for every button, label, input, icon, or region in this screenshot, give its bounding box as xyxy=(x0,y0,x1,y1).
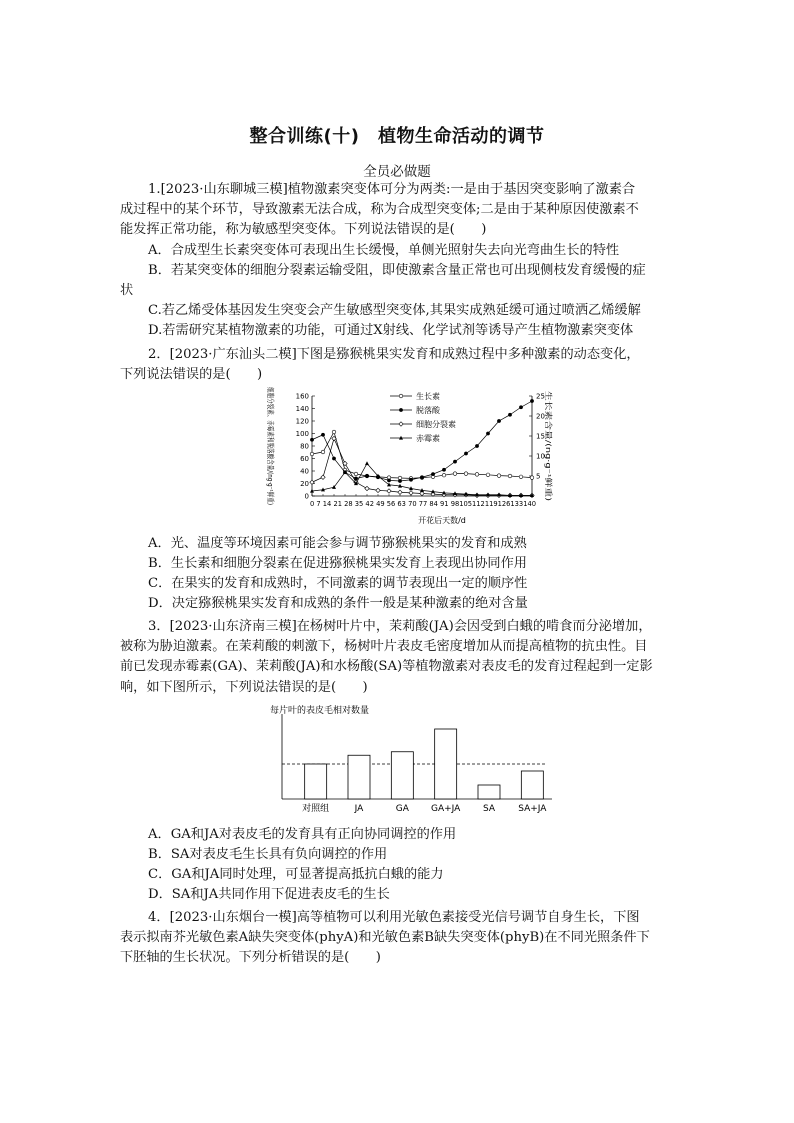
q1-option-a: A．合成型生长素突变体可表现出生长缓慢，单侧光照射失去向光弯曲生长的特性 xyxy=(148,243,620,258)
data-point xyxy=(409,478,413,482)
data-point xyxy=(399,408,403,412)
data-point xyxy=(464,452,468,456)
category-label: GA xyxy=(395,804,409,814)
q1-stem-line: 成过程中的某个环节，导致激素无法合成，称为合成型突变体;二是由于某种原因使激素不 xyxy=(120,202,639,218)
q1-option-b-cont: 状 xyxy=(120,283,134,298)
right-tick-label: 25 xyxy=(536,392,545,401)
right-axis-label: 生长素含量/(ng·g⁻¹鲜重) xyxy=(544,391,553,472)
legend-label: 生长素 xyxy=(416,392,440,401)
data-point xyxy=(387,489,391,493)
right-tick-label: 5 xyxy=(536,472,541,481)
q2-option-b: B．生长素和细胞分裂素在促进猕猴桃果实发育上表现出协同作用 xyxy=(148,556,527,571)
question-1-stem xyxy=(120,180,680,241)
legend-label: 赤霉素 xyxy=(416,434,440,443)
right-tick-label: 15 xyxy=(536,432,545,441)
question-1-options xyxy=(120,241,688,341)
left-tick-label: 0 xyxy=(304,492,309,501)
right-tick-label: 10 xyxy=(536,452,545,461)
data-point xyxy=(519,405,523,409)
question-3-options xyxy=(148,825,688,905)
left-tick-label: 60 xyxy=(300,455,309,463)
q2-option-c: C．在果实的发育和成熟时，不同激素的调节表现出一定的顺序性 xyxy=(148,576,528,591)
q4-stem-line: 4．[2023·山东烟台一模]高等植物可以利用光敏色素接受光信号调节自身生长，下图 xyxy=(148,910,640,925)
bar xyxy=(305,764,327,799)
chart1-axes xyxy=(266,387,553,540)
category-label: SA xyxy=(482,804,496,814)
hormone-line-chart xyxy=(250,384,553,540)
left-tick-label: 20 xyxy=(300,480,309,488)
data-point xyxy=(409,491,413,495)
q3-stem-line: 前已发现赤霉素(GA)、茉莉酸(JA)和水杨酸(SA)等植物激素对表皮毛的发育过程起到一定影 xyxy=(120,659,653,675)
q3-option-b: B．SA对表皮毛生长具有负向调控的作用 xyxy=(148,847,388,862)
data-point xyxy=(399,422,403,426)
data-point xyxy=(332,430,336,434)
q2-option-a: A．光、温度等环境因素可能会参与调节猕猴桃果实的发育和成熟 xyxy=(148,536,527,551)
data-point xyxy=(399,394,403,398)
q3-option-c: C．GA和JA同时处理，可显著提高抵抗白蛾的能力 xyxy=(148,867,444,882)
left-tick-label: 80 xyxy=(300,442,309,451)
q3-option-a: A．GA和JA对表皮毛的发育具有正向协同调控的作用 xyxy=(148,827,457,842)
category-label: GA+JA xyxy=(431,804,461,814)
data-point xyxy=(486,473,490,477)
q1-option-b: B．若某突变体的细胞分裂素运输受阻，即使激素含量正常也可出现侧枝发育缓慢的症 xyxy=(148,263,646,278)
series-line xyxy=(312,439,532,496)
data-point xyxy=(398,490,402,494)
q3-stem-line: 3．[2023·山东济南三模]在杨树叶片中，茉莉酸(JA)会因受到白蛾的啃食而分泌增加， xyxy=(148,619,652,634)
data-point xyxy=(508,474,512,478)
data-point xyxy=(376,488,380,492)
q1-stem-line: 能发挥正常功能，称为敏感型突变体。下列说法错误的是( ) xyxy=(120,222,487,238)
bar xyxy=(521,771,543,799)
bar xyxy=(391,752,413,799)
left-tick-label: 160 xyxy=(295,392,309,401)
q3-option-d: D．SA和JA共同作用下促进表皮毛的生长 xyxy=(148,887,390,902)
q3-stem-line: 被称为胁迫激素。在茉莉酸的刺激下，杨树叶片表皮毛密度增加从而提高植物的抗虫性。目 xyxy=(120,639,648,655)
left-tick-label: 40 xyxy=(300,467,309,476)
data-point xyxy=(464,472,468,476)
data-point xyxy=(475,473,479,477)
left-tick-label: 100 xyxy=(295,430,309,438)
x-axis-label: 开花后天数/d xyxy=(418,516,466,525)
data-point xyxy=(486,432,490,436)
chart1-legend xyxy=(390,391,456,443)
y-axis-label: 每片叶的表皮毛相对数量 xyxy=(270,706,370,716)
data-point xyxy=(453,460,457,464)
data-point xyxy=(321,475,325,479)
q1-option-d: D.若需研究某植物激素的功能，可通过X射线、化学试剂等诱导产生植物激素突变体 xyxy=(148,323,634,338)
data-point xyxy=(497,419,501,423)
data-point xyxy=(442,473,446,477)
data-point xyxy=(497,474,501,478)
left-tick-label: 140 xyxy=(295,405,309,413)
q4-stem-line: 下胚轴的生长状况。下列分析错误的是( ) xyxy=(120,950,381,966)
section-heading: 全员必做题 xyxy=(363,164,431,180)
data-point xyxy=(431,472,435,476)
data-point xyxy=(475,444,479,448)
data-point xyxy=(365,461,369,465)
data-point xyxy=(530,476,534,480)
trichome-bar-chart xyxy=(262,702,562,820)
question-2-options xyxy=(148,534,688,614)
data-point xyxy=(365,474,369,478)
question-2-stem xyxy=(120,345,680,385)
data-point xyxy=(398,479,402,483)
q3-stem-line: 响，如下图所示，下列说法错误的是( ) xyxy=(120,679,368,695)
q2-stem-line: 2．[2023·广东汕头二模]下图是猕猴桃果实发育和成熟过程中多种激素的动态变化， xyxy=(148,347,640,362)
x-tick-labels: 0 7 14 21 28 35 42 49 56 63 70 77 84 91 98105112119126133140 xyxy=(310,500,536,508)
page-title: 整合训练(十) 植物生命活动的调节 xyxy=(249,126,545,147)
bar xyxy=(348,755,370,799)
legend-label: 脱落酸 xyxy=(416,406,440,415)
category-label: SA+JA xyxy=(518,804,547,814)
data-point xyxy=(530,399,534,403)
question-4-stem xyxy=(120,908,680,969)
data-point xyxy=(354,472,358,476)
q1-stem-line: 1.[2023·山东聊城三模]植物激素突变体可分为两类:一是由于基因突变影响了激素合 xyxy=(148,182,636,197)
data-point xyxy=(332,457,336,461)
data-point xyxy=(387,478,391,482)
question-3-stem xyxy=(120,617,680,698)
data-point xyxy=(387,483,391,487)
data-point xyxy=(519,475,523,479)
data-point xyxy=(321,433,325,437)
data-point xyxy=(420,475,424,479)
data-point xyxy=(310,452,314,456)
data-point xyxy=(321,450,325,454)
data-point xyxy=(442,468,446,472)
q4-stem-line: 表示拟南芥光敏色素A缺失突变体(phyA)和光敏色素B缺失突变体(phyB)在不同光照条件下 xyxy=(120,930,650,946)
right-tick-label: 20 xyxy=(536,412,545,421)
category-label: JA xyxy=(354,804,364,814)
bar xyxy=(478,785,500,799)
data-point xyxy=(365,486,369,490)
q1-option-c: C.若乙烯受体基因发生突变会产生敏感型突变体,其果实成熟延缓可通过喷洒乙烯缓解 xyxy=(148,303,641,318)
data-point xyxy=(508,413,512,417)
left-axis-label: 细胞分裂素、赤霉素和脱落酸含量/(ng·g⁻¹鲜重) xyxy=(266,387,275,540)
legend-label: 细胞分裂素 xyxy=(416,420,456,429)
category-label: 对照组 xyxy=(302,804,330,814)
data-point xyxy=(310,438,314,442)
data-point xyxy=(453,472,457,476)
q2-option-d: D．决定猕猴桃果实发育和成熟的条件一般是某种激素的绝对含量 xyxy=(148,596,528,611)
q2-stem-line: 下列说法错误的是( ) xyxy=(120,367,263,383)
bar xyxy=(435,729,457,799)
left-tick-label: 120 xyxy=(295,417,309,426)
